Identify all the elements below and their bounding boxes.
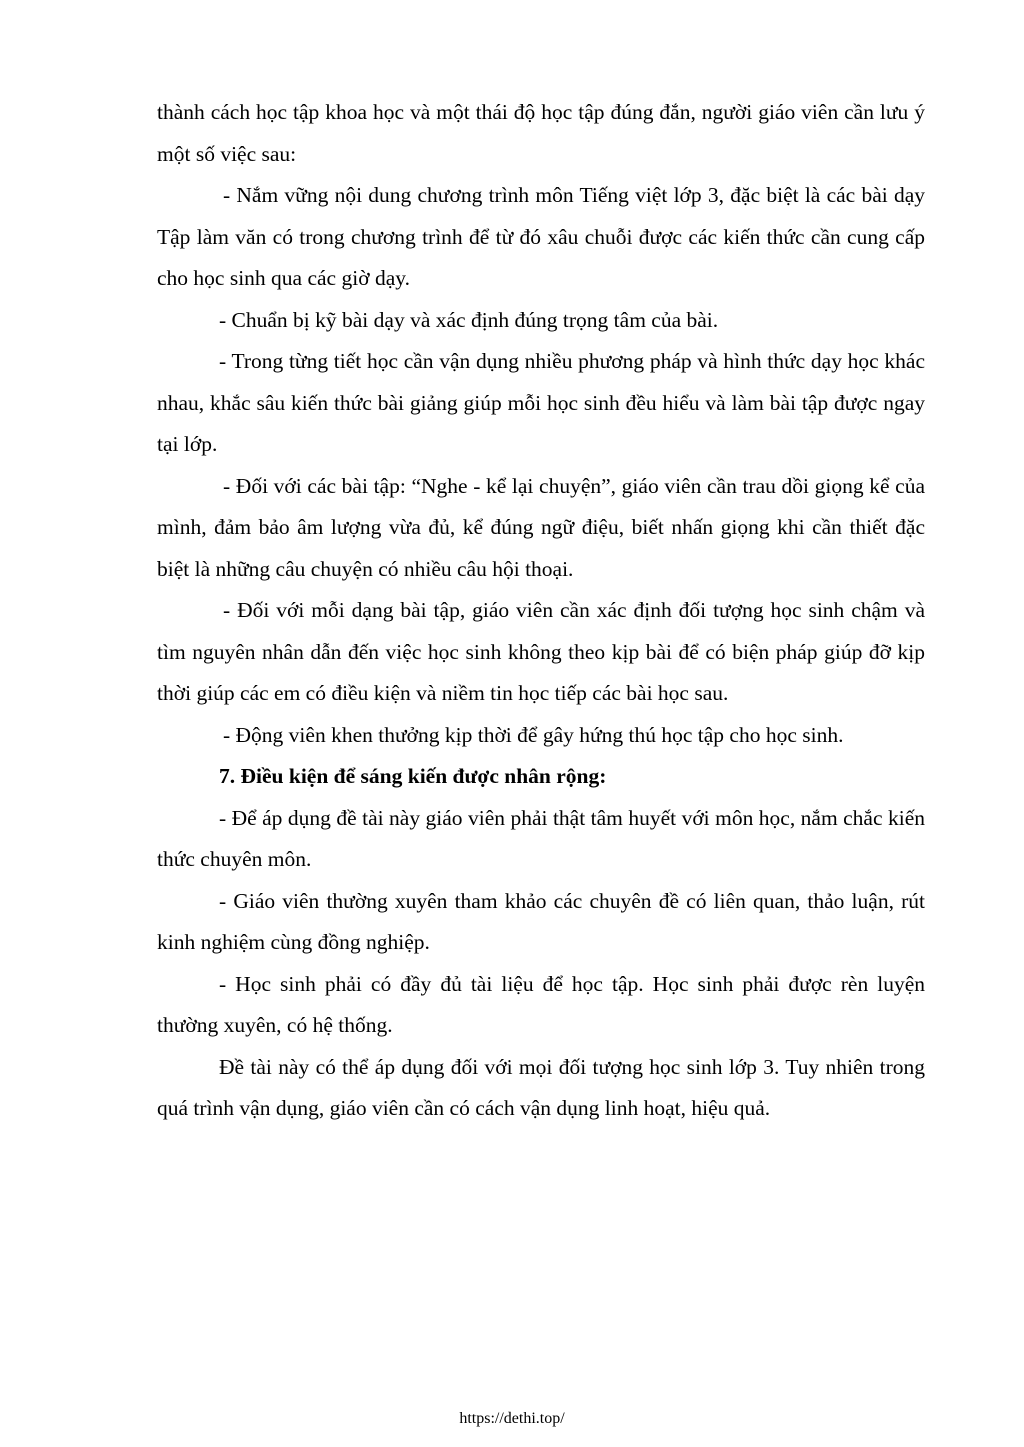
- paragraph-student-materials: - Học sinh phải có đầy đủ tài liệu để học tập. Học sinh phải được rèn luyện thường xuyên, có hệ thống.: [157, 971, 925, 1037]
- paragraph-teacher-dedication: - Để áp dụng đề tài này giáo viên phải thật tâm huyết với môn học, nắm chắc kiến thức chuyên môn.: [157, 805, 925, 871]
- paragraph-lesson-prep: - Chuẩn bị kỹ bài dạy và xác định đúng trọng tâm của bài.: [219, 307, 719, 332]
- paragraph-continuation: thành cách học tập khoa học và một thái độ học tập đúng đắn, người giáo viên cần lưu ý một số việc sau:: [157, 100, 925, 166]
- section-heading: 7. Điều kiện để sáng kiến được nhân rộng:: [219, 764, 607, 788]
- document-body: [157, 92, 925, 1130]
- paragraph-encouragement: - Động viên khen thưởng kịp thời để gây hứng thú học tập cho học sinh.: [223, 722, 844, 747]
- paragraph-storytelling: - Đối với các bài tập: “Nghe - kể lại chuyện”, giáo viên cần trau dồi giọng kể của mình, đảm bảo âm lượng vừa đủ, kể đúng ngữ điệu, biết nhấn giọng khi cần thiết đặc biệt là những câu chuyện có nhiều câu hội thoại.: [157, 473, 925, 581]
- paragraph-reference-topics: - Giáo viên thường xuyên tham khảo các chuyên đề có liên quan, thảo luận, rút kinh nghiệm cùng đồng nghiệp.: [157, 888, 925, 954]
- paragraph-slow-students: - Đối với mỗi dạng bài tập, giáo viên cần xác định đối tượng học sinh chậm và tìm nguyên nhân dẫn đến việc học sinh không theo kịp bài để có biện pháp giúp đỡ kịp thời giúp các em có điều kiện và niềm tin học tiếp các bài học sau.: [157, 598, 925, 705]
- paragraph-conclusion: Đề tài này có thể áp dụng đối với mọi đối tượng học sinh lớp 3. Tuy nhiên trong quá trình vận dụng, giáo viên cần có cách vận dụng linh hoạt, hiệu quả.: [157, 1054, 925, 1120]
- paragraph-teaching-methods: - Trong từng tiết học cần vận dụng nhiều phương pháp và hình thức dạy học khác nhau, khắc sâu kiến thức bài giảng giúp mỗi học sinh đều hiểu và làm bài tập được ngay tại lớp.: [157, 349, 925, 456]
- footer-url: https://dethi.top/: [459, 1410, 565, 1427]
- paragraph-program-content: - Nắm vững nội dung chương trình môn Tiếng việt lớp 3, đặc biệt là các bài dạy Tập làm văn có trong chương trình để từ đó xâu chuỗi được các kiến thức cần cung cấp cho học sinh qua các giờ dạy.: [157, 183, 925, 290]
